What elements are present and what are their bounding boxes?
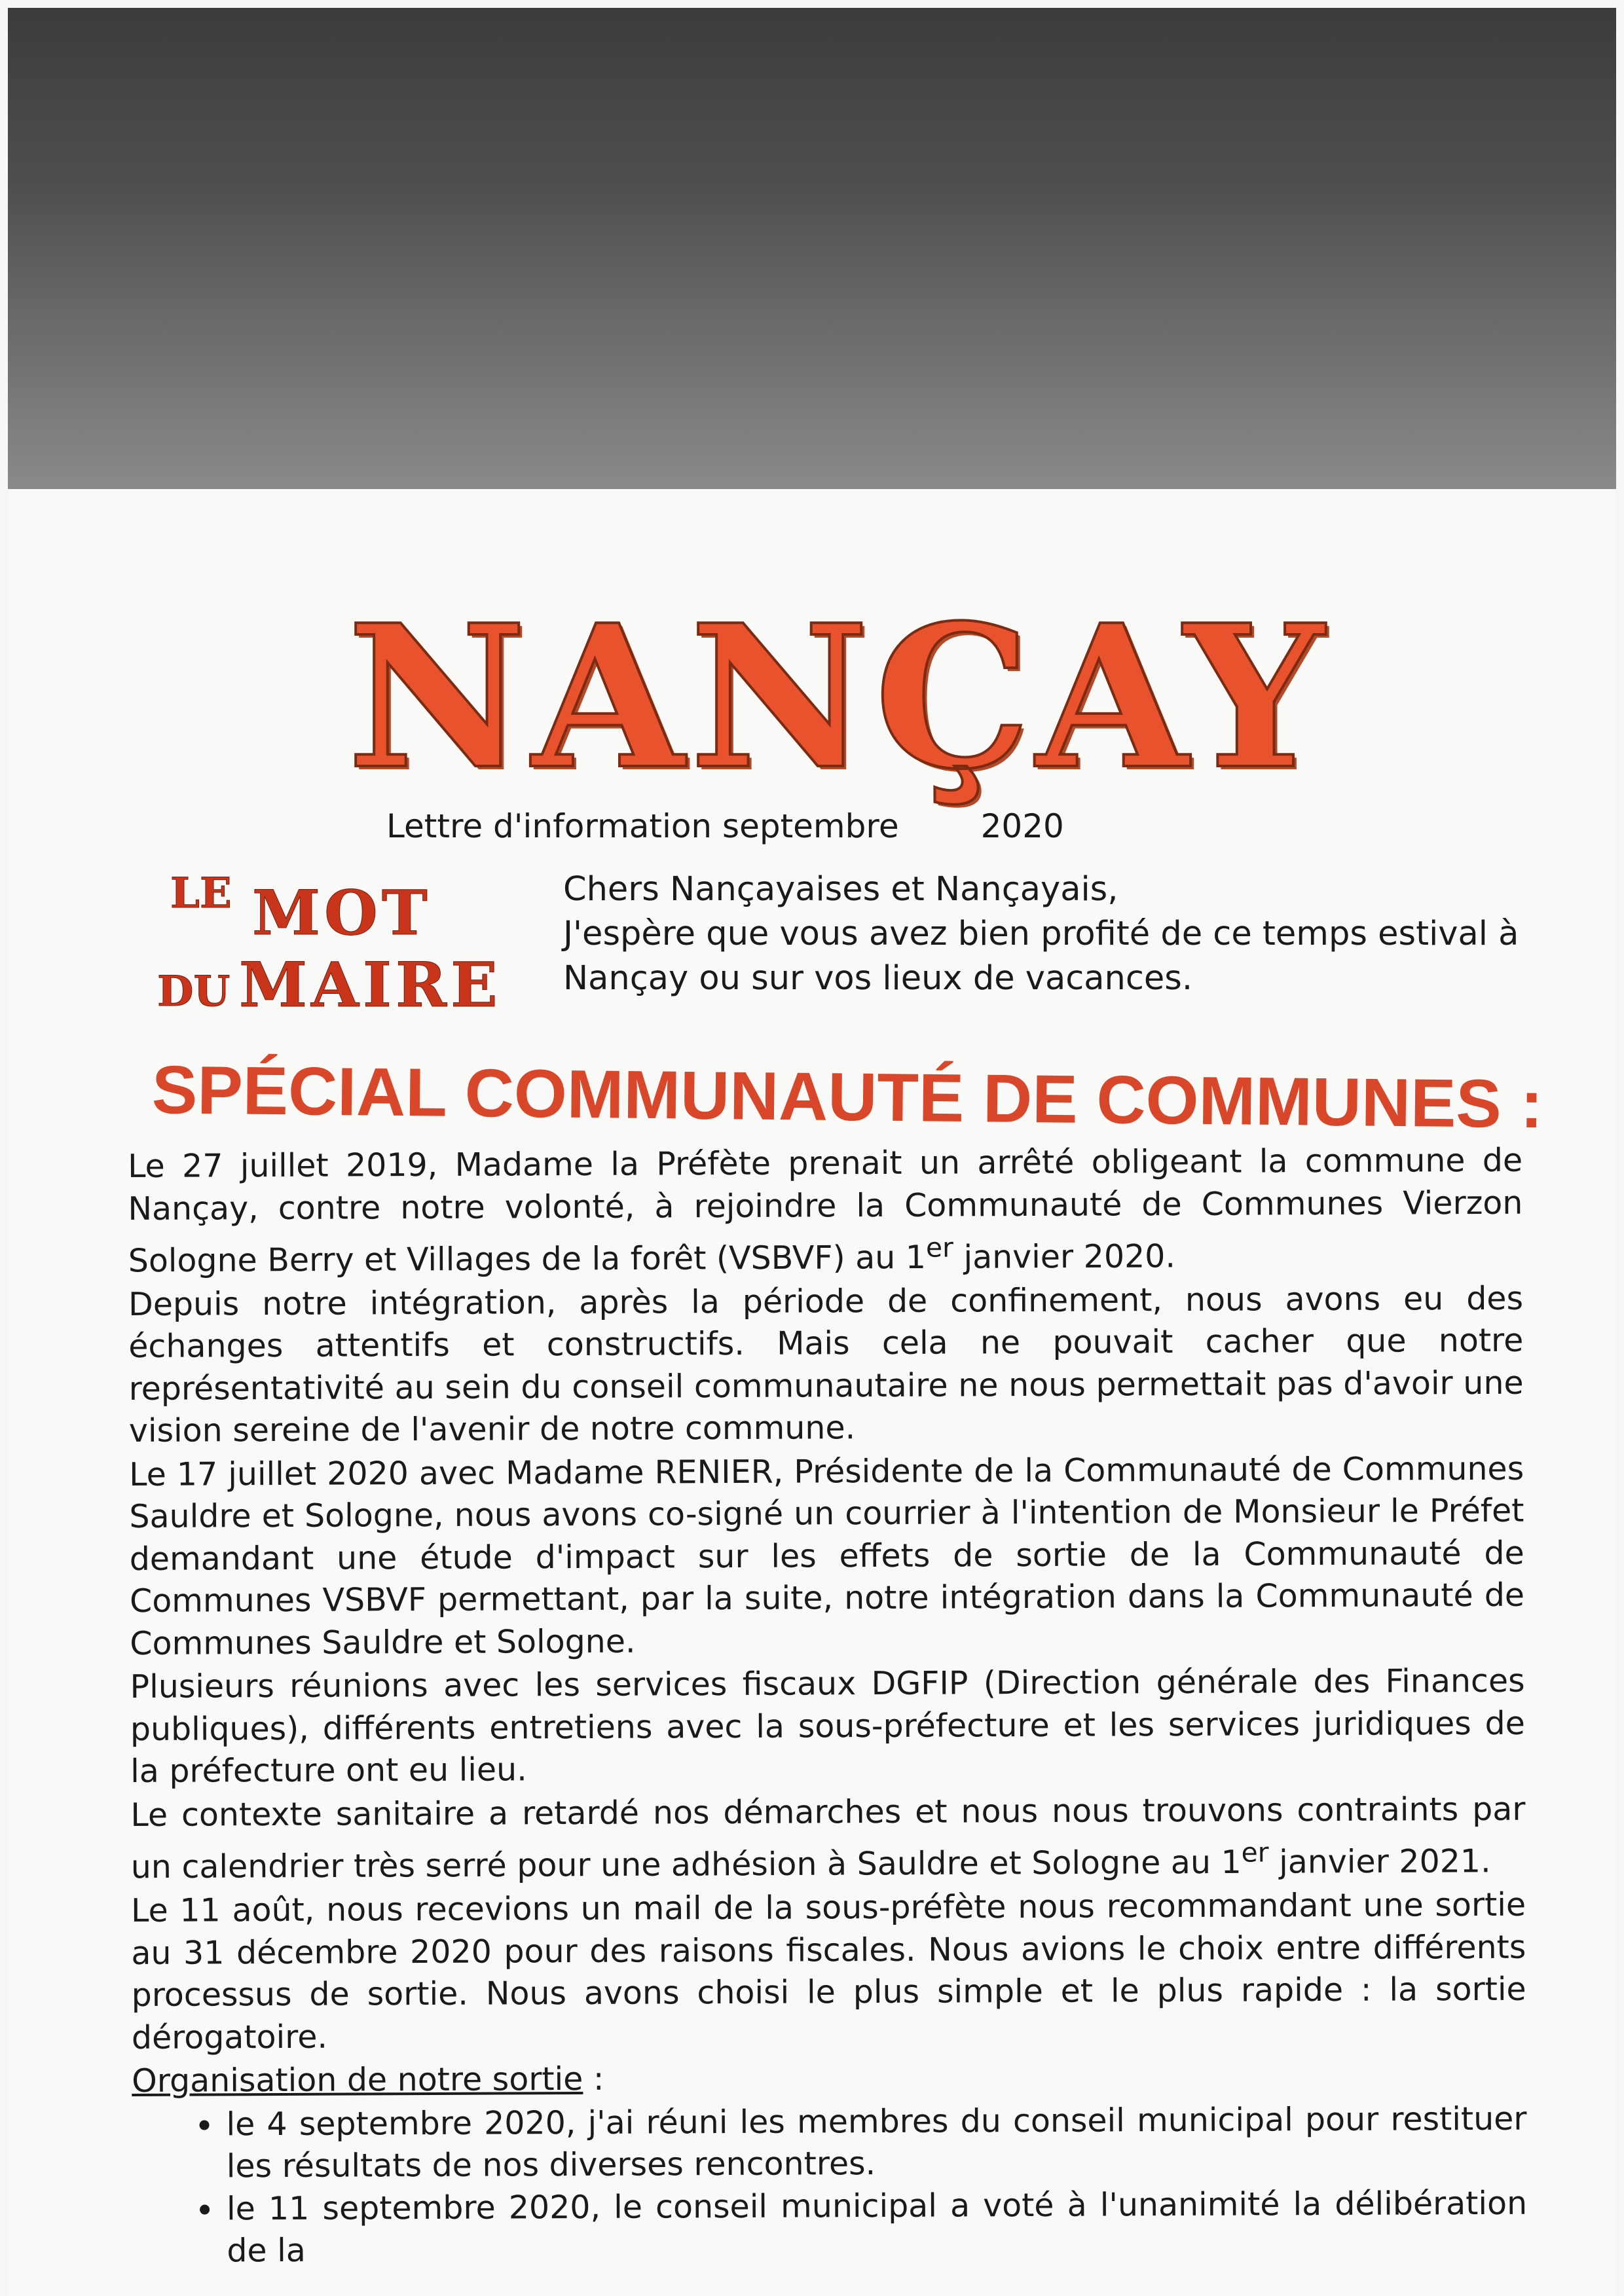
mot-du-maire-mot: MOT [252,877,432,949]
intro-greeting: Chers Nançayaises et Nançayais, [563,870,1118,909]
list-item: • le 11 septembre 2020, le conseil municipal a voté à l'unanimité la délibération de la [224,2182,1528,2272]
mot-du-maire-maire: MAIRE [239,949,502,1021]
list-item: • le 4 septembre 2020, j'ai réuni les membres du conseil municipal pour restituer les résultats de nos diverses rencontres. [223,2098,1527,2188]
paragraph-1: Le 27 juillet 2019, Madame la Préfète prenait un arrêté obligeant la commune de Nançay, contre notre volonté, à rejoindre la Communauté de Communes Vierzon Sologne Berry et Villages de la forêt (VSBVF) au 1er janvier 2020. [128,1141,1523,1280]
mot-du-maire-heading [157,864,524,1041]
sortie-steps-list [132,2098,1527,2272]
article-body [128,1140,1527,2273]
mayor-intro [563,867,1532,1001]
section-title: SPÉCIAL COMMUNAUTÉ DE COMMUNES : [151,1052,1543,1143]
scan-shadow [8,8,1616,489]
intro-message: J'espère que vous avez bien profité de ce temps estival à Nançay ou sur vos lieux de vacances. [563,915,1519,998]
subtitle-text: Lettre d'information septembre [386,807,899,845]
subtitle-year: 2020 [980,807,1064,845]
paragraph-6: Le 11 août, nous recevions un mail de la sous-préfète nous recommandant une sortie au 31 décembre 2020 pour des raisons fiscales. Nous avions le choix entre différents processus de sortie. Nous avons choisi le plus simple et le plus rapide : la sortie dérogatoire. [130,1886,1526,2056]
newsletter-masthead-title: NANÇAY [347,581,1329,812]
mot-du-maire-le: LE [170,869,232,918]
organisation-heading: Organisation de notre sortie [132,2060,583,2100]
newsletter-subtitle [386,800,1107,852]
organisation-heading-line: Organisation de notre sortie : [132,2060,604,2100]
paragraph-4: Plusieurs réunions avec les services fiscaux DGFIP (Direction générale des Finances publiques), différents entretiens avec la sous-préfecture et les services juridiques de la préfecture ont eu lieu. [130,1662,1525,1791]
paragraph-3: Le 17 juillet 2020 avec Madame RENIER, Présidente de la Communauté de Communes Sauldre et Sologne, nous avons co-signé un courrier à l'intention de Monsieur le Préfet demandant une étude d'impact sur les effets de sortie de la Communauté de Communes VSBVF permettant, par la suite, notre intégration dans la Communauté de Communes Sauldre et Sologne. [129,1449,1525,1662]
paragraph-2: Depuis notre intégration, après la période de confinement, nous avons eu des échanges attentifs et constructifs. Mais cela ne pouvait cacher que notre représentativité au sein du conseil communautaire ne nous permettait pas d'avoir une vision sereine de l'avenir de notre commune. [128,1279,1524,1450]
paragraph-5: Le contexte sanitaire a retardé nos démarches et nous nous trouvons contraints par un calendrier très serré pour une adhésion à Sauldre et Sologne au 1er janvier 2021. [130,1790,1526,1886]
mot-du-maire-du: DU [157,967,231,1016]
